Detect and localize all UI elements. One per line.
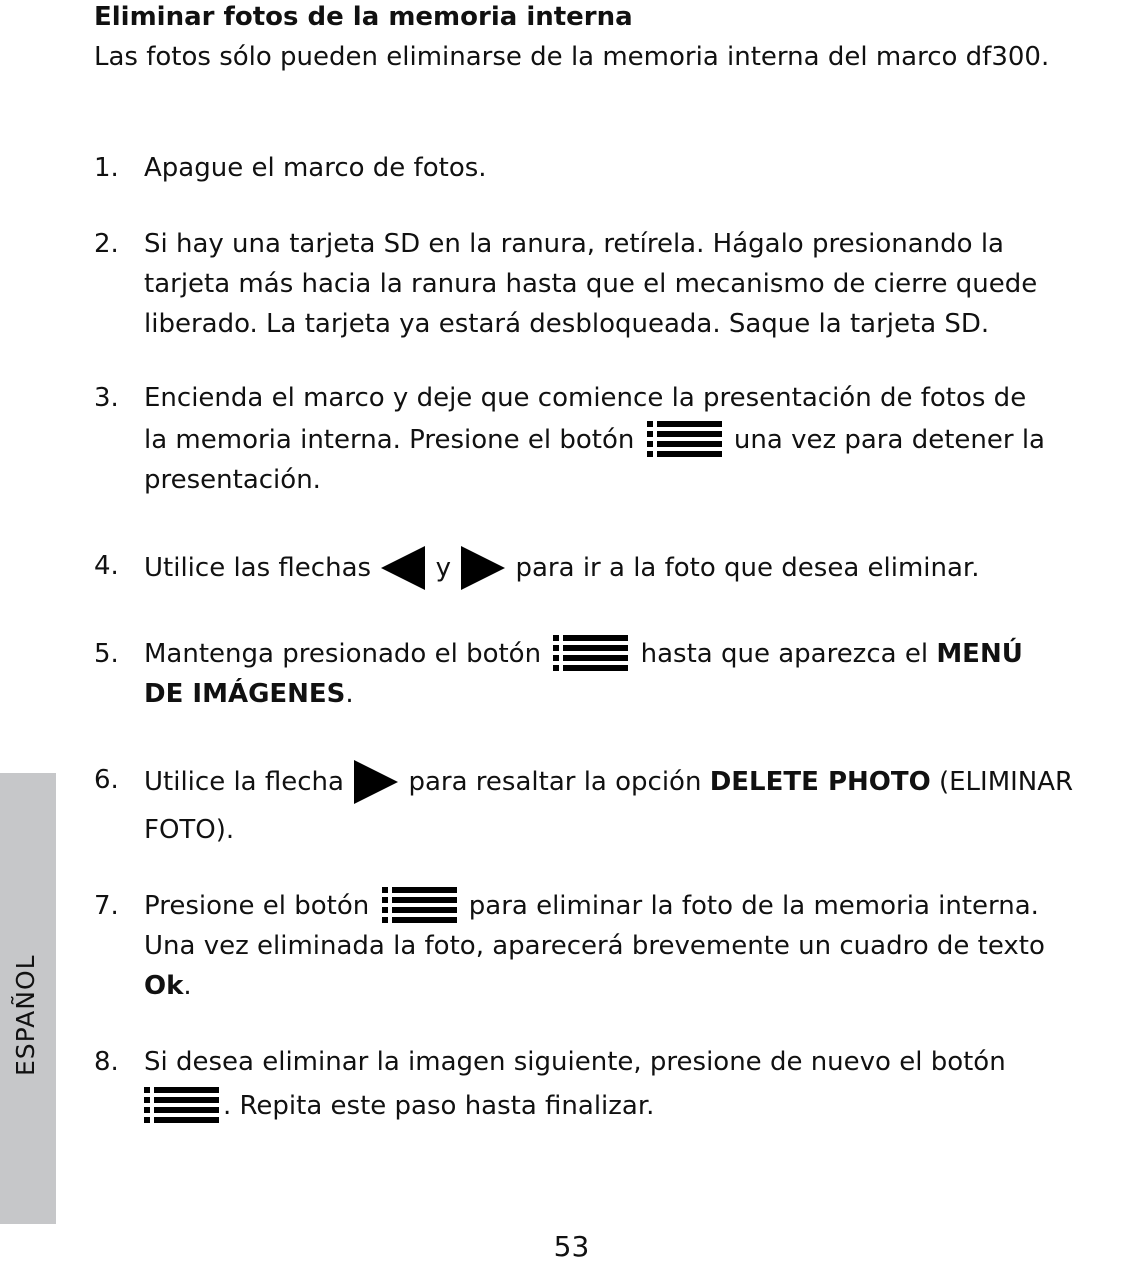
step-text-line: Encienda el marco y deje que comience la presentación de fotos de — [144, 383, 1027, 413]
step-number: 4. — [94, 551, 119, 581]
step-text: Utilice las flechas — [144, 553, 372, 583]
step-text: la memoria interna. Presione el botón — [144, 425, 635, 455]
step-text-line: liberado. La tarjeta ya estará desbloqueada. Saque la tarjeta SD. — [144, 309, 990, 339]
step-number: 5. — [94, 639, 119, 669]
menu-button-icon — [647, 420, 722, 458]
menu-button-icon — [144, 1086, 219, 1124]
step-text-line: Una vez eliminada la foto, aparecerá brevemente un cuadro de texto — [144, 931, 1045, 961]
step-bold-text: MENÚ — [936, 639, 1023, 669]
step-text: y — [435, 553, 451, 583]
step-text: una vez para detener la — [733, 425, 1045, 455]
step-text: para resaltar la opción — [408, 767, 702, 797]
step-text-line: FOTO). — [144, 815, 235, 845]
step-text-line: Si hay una tarjeta SD en la ranura, retírela. Hágalo presionando la — [144, 229, 1004, 259]
step-number: 1. — [94, 153, 119, 183]
menu-button-icon — [382, 886, 457, 924]
step-number: 2. — [94, 229, 119, 259]
step-number: 6. — [94, 765, 119, 795]
page-number: 53 — [553, 1230, 590, 1263]
step-text: para ir a la foto que desea eliminar. — [515, 553, 980, 583]
step-text: para eliminar la foto de la memoria interna. — [468, 891, 1039, 921]
right-arrow-icon — [354, 760, 398, 804]
section-title: Eliminar fotos de la memoria interna — [94, 2, 633, 32]
step-bold-text: Ok — [144, 971, 184, 1001]
step-text-line: tarjeta más hacia la ranura hasta que el mecanismo de cierre quede — [144, 269, 1038, 299]
step-text: hasta que aparezca el — [640, 639, 929, 669]
step-number: 7. — [94, 891, 119, 921]
side-language-label: ESPAÑOL — [11, 954, 40, 1076]
step-bold-text: DELETE PHOTO — [709, 767, 931, 797]
intro-paragraph: Las fotos sólo pueden eliminarse de la memoria interna del marco df300. — [94, 42, 1050, 72]
step-text: Apague el marco de fotos. — [144, 153, 487, 183]
step-number: 8. — [94, 1047, 119, 1077]
step-text: Utilice la flecha — [144, 767, 344, 797]
step-text: . Repita este paso hasta finalizar. — [223, 1091, 655, 1121]
step-text: (ELIMINAR — [938, 767, 1074, 797]
right-arrow-icon — [461, 546, 505, 590]
step-bold-text: DE IMÁGENES — [144, 679, 346, 709]
step-text: Presione el botón — [144, 891, 370, 921]
left-arrow-icon — [381, 546, 425, 590]
step-text-line: Si desea eliminar la imagen siguiente, presione de nuevo el botón — [144, 1047, 1006, 1077]
step-text-line: presentación. — [144, 465, 321, 495]
language-side-tab — [0, 773, 56, 1224]
step-number: 3. — [94, 383, 119, 413]
step-text: . — [345, 679, 354, 709]
menu-button-icon — [553, 634, 628, 672]
step-text: Mantenga presionado el botón — [144, 639, 542, 669]
step-text: . — [183, 971, 192, 1001]
